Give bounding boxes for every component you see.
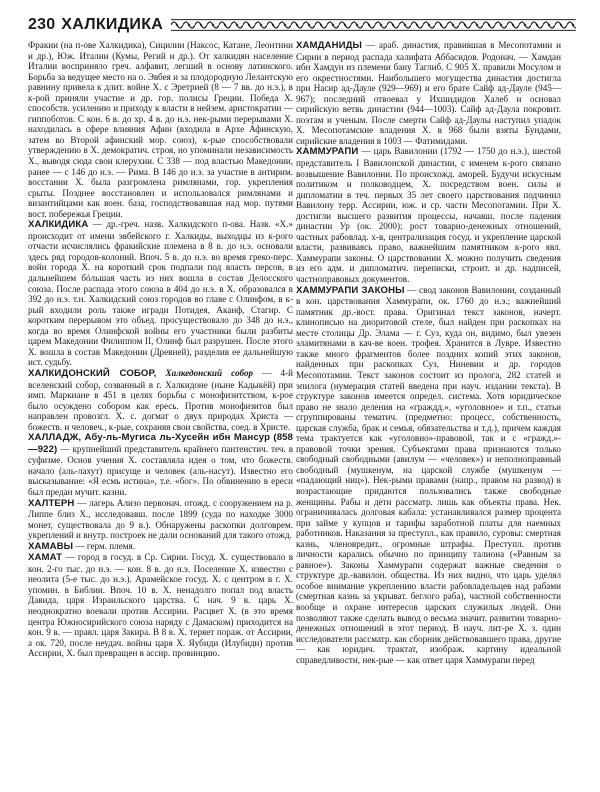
entry-headword: ХАЛЛАДЖ, Абу-ль-Мугиса ль-Хусейн ибн Мансур (858—922) (28, 432, 293, 455)
entry-headword: ХАМАВЫ (28, 540, 74, 552)
entry-text: — араб. династия, правившая в Месопотамии и Сирии в период распада халифата Аббасидов. Родонач. — Хамдан ибн Хамдун из племени бану Таглиб. С 905 Х. правили Мосулом и его окрестностями. Наибольшего могущества династия достигла при Насир ад-Дауле (929—969) и его брате Сайф ад-Дауле (945—967); последний отвоевал у Ихшидидов Халеб и основал сирийскую ветвь династии (944—1003). Сайф ад-Даула покровит. поэтам и ученым. После смерти Сайф ад-Даулы наступил упадок Х. Месопотамские владения Х. в 968 были взяты Бундами, сирийские владения в 1003 — Фатимидами. (296, 40, 561, 146)
running-title: ХАЛКИДИКА (61, 16, 164, 33)
entry-text: — царь Вавилонии (1792 — 1750 до н.э.), шестой представитель I Вавилонской династии, с именем к-рого связано возвышение Вавилонии. По происхожд. аморей. Будучи искусным политиком и полководцем, Х. посредством воен. силы и дипломатии в теч. первых 35 лет своего царствования подчинил Вавилону терр. Ассирии, юж. и ср. части Месопотамии. При Х. достигли высшего развития процессы, начавш. после падения династии Ур (ок. 2000): рост товарно-денежных отношений, частных рабовлад. х-в, централизация госуд. и укрепление царской власти, развиваясь право, важнейшим памятником к-рого явл. Хаммурапи законы. О царствовании Х. можно получить сведения из его адм. и дипломатич. переписки, строит. и др. надписей, частноправовых документов. (296, 146, 561, 285)
page-header (28, 15, 576, 35)
entry-alt-name: Халкедонский собор (165, 367, 254, 378)
entry-continuation (28, 40, 293, 219)
page-number: 230 (28, 16, 56, 33)
entry-text: — герм. племя. (75, 540, 136, 551)
entry-text: — свод законов Вавилонии, созданный в кон. царствования Хаммурапи, ок. 1760 до н.э.; важнейший памятник др.-вост. права. Оригинал текст законов, начерт. клинописью на диоритовой стеле, был найден при раскопках на месте столицы Др. Элама — г. Суз, куда он, видимо, был увезен эламитянами в кач-ве воен. трофея. Хранится в Лувре. Известно также много фрагментов более поздних копий этих законов, найденных при раскопках Суз, Ниневии и др. городов Месопотамии. Текст законов состоит из пролога, 282 статей и эпилога (нумерация статей введена при науч. издании текста). В структуре законов имеется определ. система. Хотя юридическое право не знало деления на «граждд.», «уголовное» и т.п., статьи сгруппированы тематич. (предметно: процесс, собственность, царская служба, брак и семья, обязательства и т.д.), причем каждая тема трактуется как «уголовно»-правовой, так и с «гражд.»-правовой точки зрения. Субъектами права признаются только свободный свободными (авилум — «человек») и неполноправный свободный (мушкенум, на царской службе (мушкенум — «падающий ниц»). Нек-рыми правами (напр., правом на развод) в возрастающие придаются пользовались также свободные женщины. Рабы и дети рассматр. лишь как объекты права. Нек. ограничивалась долговая кабала: устанавливался размер процента при займе у купцов и тарифы заработной платы для наемных работников. Наказания за преступл., как правило, суровы: смертная казнь, членовредит., огромные штрафы. Преступл. против личности карались обычно по принципу талиона («Равным за равное»). Законы Хаммурапи содержат важные сведения о структуре др.-вавилон. общества. Из них видно, что царь уделял особое внимание укреплению власти рабовладельцев над рабами (смертная казнь за укрыват. беглого раба), частной собственности вообще и охране интересов царских служилых людей. Они позволяют также сделать вывод о весьма значит. развитии товарно-денежных отношений в этот период. В науч. лит-ре Х. з. один исследователи рассматр. как сборник действовавшего права, другие — как юридич. трактат, изображ. картину идеальной справедливости, нек-рые — как ответ царя Хаммурапи перед (296, 284, 561, 665)
left-column (28, 40, 293, 782)
entry-khaltern (28, 498, 293, 541)
entry-headword: ХАММУРАПИ (296, 146, 359, 158)
entry-khammurapi-zakony (296, 285, 561, 666)
entry-khamdanidy (296, 40, 561, 146)
entry-text: — др.-греч. назв. Халкидского п-ова. Назв. «Х.» происходит от имени эвбейского г. Халкиды, выходцы из к-рого отчасти исчислялись фракийские племена в 8 в. до н.э. основали здесь ряд городов-колоний. Впоч. 5 в. до н.э. во время греко-перс. войн города Х. на короткий срок подпали под власть персов, в дальнейшем бóльшая часть из них вошла в состав Делосского союза. После распада этого союза в 404 до н.э. в Х. образовался в 392 до н.э. т.н. Халкидский союз городов во главе с Олинфом, в к-рый входили роль также игради Потидея, Аканф, Стагир. С коротким перерывом это объед. просуществовало до 348 до н.э., когда во время Олинфской войны его участники были разбиты царем Македонии Филиппом II, Олинф был разрушен. После этого Х. вошла в состав Македонии (Древней), разделив ее дальнейшую ист. судьбу. (28, 219, 293, 368)
entry-text: — крупнейший представитель крайнего пантеистич. теч. в суфизме. Основ учения Х. составляла идея о том, что божеств. начало (аль-лахут) присуще и человек (аль-насут). Известно его высказывание: «Я есмь истина», т.е. «бог». По обвинению в ереси был предан мучит. казни. (28, 443, 293, 497)
entry-khalkidonsky-sobor (28, 368, 293, 432)
entry-text: — 4-й вселенский собор, созванный в г. Халкидоне (ныне Кадыкёй) при имп. Маркиане в 451 в целях борьбы с монофизитством, к-рое было осуждено собором как ересь. Против монофизитов был направлен провозгл. Х. с. догмат о двух природах Христа — божеств. и человеч., к-рые, сохраняя свои свойства, соед. в Христе. (28, 367, 293, 432)
entry-text: Фракии (на п-ове Халкидика), Сицилии (Наксос, Катане, Леонтини и др.), Юж. Италии (Кумы, Регий и др.). От халкидян население Италии восприняло греч. алфавит, легший в основу латинского. Борьба за ведущее место на о. Эвбея и за плодородную Лелантскую равнину привела к длит. войне Х. с Эретрией (8 — 7 вв. до н.э.), в к-рой приняли участие и др. гор. полисы Греции. Победа Х. способств. усилению и приходу к власти в нейзем. аристократии — гиппоботов. С кон. 6 в. до хр. 4 в. до н.э. нек-рыми перерывами Х. находилась в сфере влияния Афин (входила в Архе Афинскую, затем во Второй афинский мор. союз), к-рые способствовали утверждению в Х. демократич. строя, но упоминали независимость Х., выводя сюда свои клерухии. С 338 — под властью Македонии, ранее — с 146 до н.э. — Рима. В 146 до н.э. за участие в антирим. восстании Х. была разгромлена римлянами, гор. укрепления срыты. Позднее восстановлен и использовался римлянами и византийцами как воен. база, господствовавшая над мор. путями вост. побережья Греции. (28, 40, 293, 219)
entry-headword: ХАЛКИДОНСКИЙ СОБОР, (28, 367, 157, 379)
entry-khamavy (28, 541, 293, 553)
entry-khamat (28, 552, 293, 658)
entry-khammurapi (296, 146, 561, 284)
right-column (296, 40, 561, 782)
entry-headword: ХАМДАНИДЫ (296, 40, 363, 51)
entry-khalkidika (28, 219, 293, 368)
entry-headword: ХАЛТЕРН (28, 497, 75, 509)
entry-text: — лагерь Ализо первонач. отожд. с сооружением на р. Липпе близ Х., исследовавш. после 1899 (суда по находке 3000 монет, существовала до 9 в.). Обнаружены раскопки долговрем. укреплений и внутр. построек не дали оснований для такого отожд. (28, 497, 293, 541)
header-ornament (171, 19, 576, 31)
entry-khalladzh (28, 432, 293, 497)
entry-headword: ХАМАТ (28, 552, 63, 564)
entry-headword: ХАММУРАПИ ЗАКОНЫ (296, 284, 405, 296)
entry-text: — город в госуд. в Ср. Сирии. Госуд. Х. существовало в кон. 2-го тыс. до н.э. — кон. 8 в. до н.э. Поселение Х. известно с неолита (5-е тыс. до н.э.). Арамейское госуд. Х. с центром в г. Х. упомин. в Библии. Впоч. 10 в. Х. ненадолго попал под власть Давида, царя Израильского царства. С нач. 9 в. царь Х. неоднократно воевали против Ассирии. Расцвет Х. (в это время центра Южносирийского союза наряду с Дамаском) приходится на кон. 9 в. — правл. царя Закира. В 8 в. Х. теряет пораж. от Ассирии, а ок. 720, после неудач. войны царя Х. Яубиди (Илубиди) против Ассирии, Х. был превращен в ассир. провинцию. (28, 552, 293, 659)
entry-headword: ХАЛКИДИКА (28, 219, 89, 231)
